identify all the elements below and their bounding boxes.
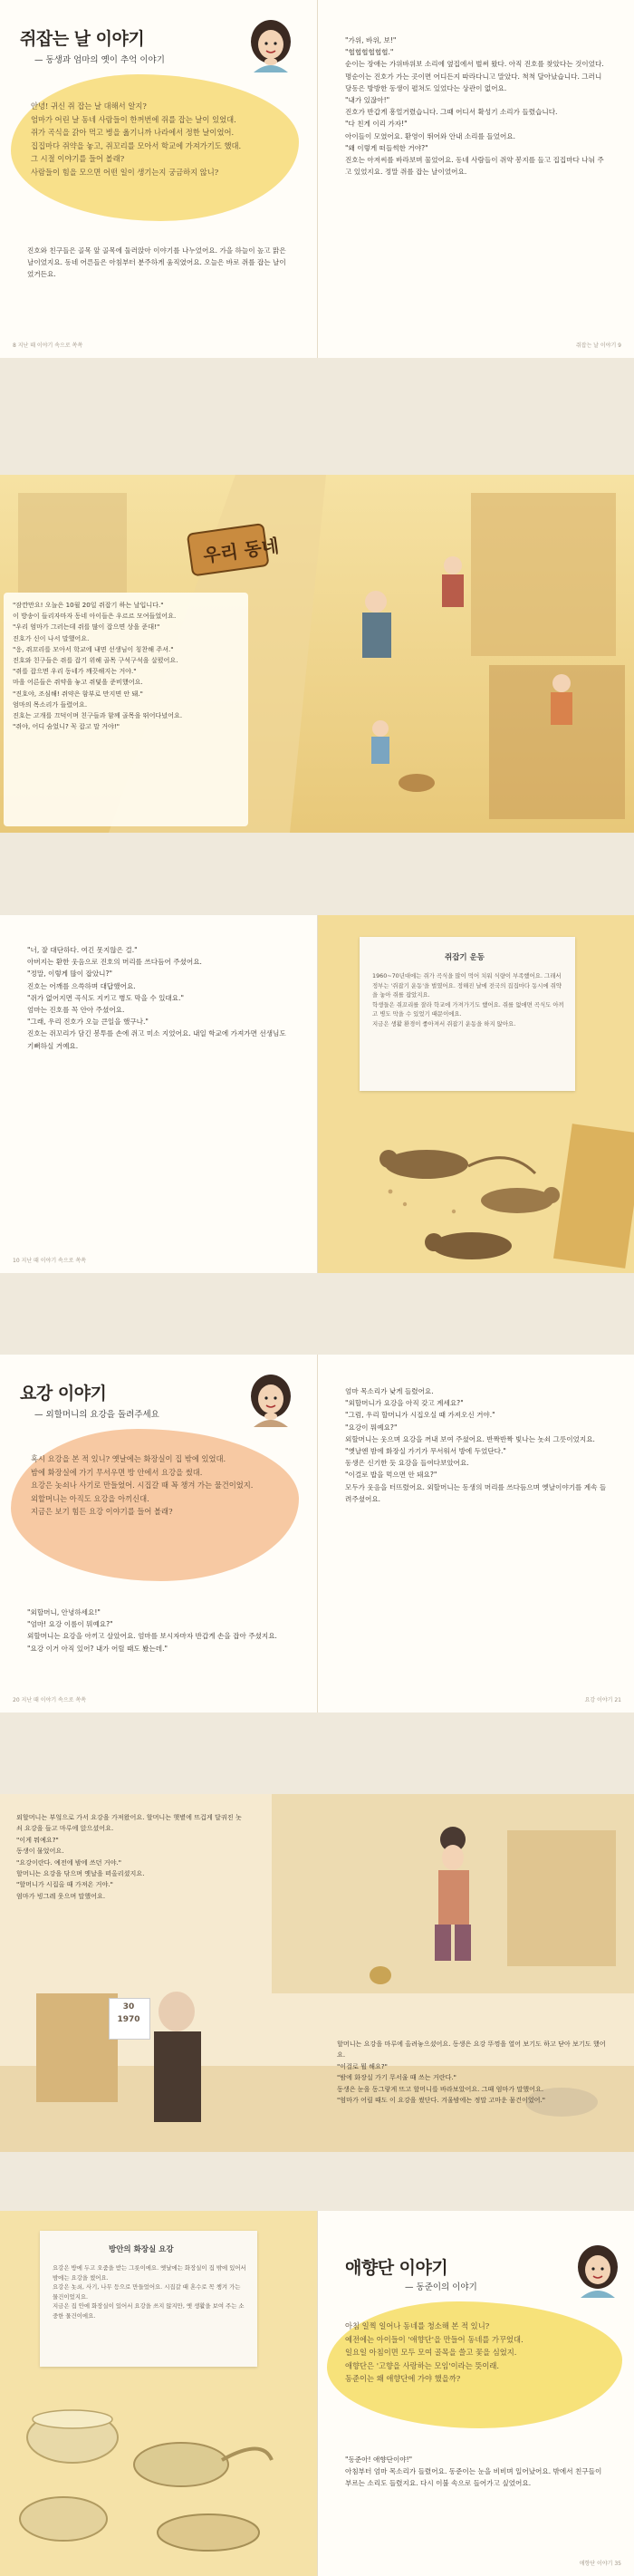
intro-text: 안녕! 귀신 쥐 잡는 날 대해서 알지? 엄마가 어린 날 동네 사람들이 한꺼번에 쥐를 잡는 날이 있었대. 쥐가 곡식을 갉아 먹고 병을 옮기니까 나라에서 정한 날이었어. 집집마다 쥐약을 놓고, 쥐꼬리를 모아서 학교에 가져가기도 했대. 그 시절 이야기를 들어 볼래? 사람들이 힘을 모으면 어떤 일이 생기는지 궁금하지 않니? <box>31 101 242 177</box>
rats-illustration <box>318 1092 634 1273</box>
note-title: 쥐잡기 운동 <box>445 953 485 962</box>
page-subtitle: — 동준이의 이야기 <box>405 2282 477 2292</box>
body-text: "너, 잘 대단하다. 여긴 못지않은 걸." 아버지는 환한 웃음으로 진호의 머리를 쓰다듬어 주셨어요. "정말, 이렇게 많이 잡았니?" 진호는 어깨를 으쓱하며 대답했어요. "쥐가 없어지면 곡식도 지키고 병도 막을 수 있대요." 엄마는 진호를 꼭 안아 주셨어요. "그래, 우리 진호가 오늘 큰일을 했구나." 진호는 쥐꼬리가 담긴 봉투를 손에 쥐고 미소 지었어요. 내일 학교에 가져가면 선생님도 기뻐하실 거예요. <box>27 946 286 1050</box>
body-text: 진호와 친구들은 골목 앞 골목에 둘러앉아 이야기를 나누었어요. 가을 하늘이 높고 맑은 날이었지요. 동네 어른들은 아침부터 분주하게 움직였어요. 오늘은 바로 쥐를 잡는 날이었거든요. <box>27 246 286 279</box>
author-portrait-icon <box>245 16 297 72</box>
body-text: "동준아! 애향단이야!" 아침부터 엄마 목소리가 들렸어요. 동준이는 눈을 비비며 일어났어요. 밖에서 친구들이 부르는 소리도 들렸지요. 다시 이불 속으로 들어가고 싶었어요. <box>345 2455 602 2488</box>
note-body: 요강은 방에 두고 오줌을 받는 그릇이에요. 옛날에는 화장실이 집 밖에 있어서 밤에는 요강을 썼어요. 요강은 놋쇠, 사기, 나무 등으로 만들었어요. 시집갈 때 혼수로 꼭 챙겨 가는 물건이었지요. 지금은 집 안에 화장실이 있어서 요강을 쓰지 않지만, 옛 생활을 보여 주는 소중한 물건이에요. <box>53 2264 246 2320</box>
spread-4 <box>0 1355 634 1713</box>
intro-text: 아침 일찍 일어나 동네를 청소해 본 적 있니? 예전에는 아이들이 '애향단'을 만들어 동네를 가꾸었대. 일요일 아침이면 모두 모여 골목을 쓸고 꽃을 심었지. 애향단은 '고향을 사랑하는 모임'이라는 뜻이래. 동준이는 왜 애향단에 가야 했을까? <box>345 2321 524 2383</box>
spread-6 <box>0 2211 634 2576</box>
footer-left: 10 지난 때 이야기 속으로 쏙쏙 <box>13 1258 86 1264</box>
spread-2 <box>0 475 634 833</box>
page-10 <box>0 915 317 1273</box>
author-portrait-icon <box>572 2242 624 2298</box>
story-text-right: 할머니는 요강을 마루에 올려놓으셨어요. 동생은 요강 뚜껑을 열어 보기도 하고 닫아 보기도 했어요. "이걸로 뭘 해요?" "밤에 화장실 가기 무서울 때 쓰는 거란다." 동생은 눈을 동그랗게 뜨고 할머니를 바라보았어요. 그때 엄마가 말했어요. "엄마가 어릴 때도 이 요강을 썼단다. 겨울밤에는 정말 고마운 물건이었어." <box>337 2040 606 2105</box>
story-text: "잠깐만요! 오늘은 10월 20일 쥐잡기 하는 날입니다." 이 방송이 들리자마자 동네 아이들은 우르르 모여들었어요. "우리 엄마가 그러는데 쥐를 많이 잡으면 상을 준대!" 진호가 신이 나서 말했어요. "응, 쥐꼬리를 모아서 학교에 내면 선생님이 칭찬해 주셔." 진호와 친구들은 쥐를 잡기 위해 골목 구석구석을 살폈어요. "쥐를 잡으면 우리 동네가 깨끗해지는 거야." 마을 어른들은 쥐약을 놓고 쥐덫을 준비했어요. "진호야, 조심해! 쥐약은 함부로 만지면 안 돼." 엄마의 목소리가 들렸어요. 진호는 고개를 끄덕이며 친구들과 함께 골목을 뛰어다녔어요. "쥐야, 어디 숨었니? 꼭 잡고 말 거야!" <box>13 601 183 731</box>
page-title: 애향단 이야기 <box>345 2258 448 2278</box>
spread-3 <box>0 915 634 1273</box>
story-text-left: 외할머니는 부엌으로 가서 요강을 가져왔어요. 할머니는 햇볕에 뜨겁게 달궈진 놋쇠 요강을 들고 마루에 앉으셨어요. "이게 뭐예요?" 동생이 물었어요. "요강이란다. 예전에 밤에 쓰던 거야." 할머니는 요강을 닦으며 옛날을 떠올리셨지요. "할머니가 시집올 때 가져온 거야." 엄마가 빙그레 웃으며 말했어요. <box>16 1813 242 1900</box>
note-title: 방안의 화장실 요강 <box>109 2245 174 2254</box>
chamber-pots-illustration <box>0 2374 317 2573</box>
body-text: "가위, 바위, 보!" "협협협협협협." 순이는 장애는 가위바위보 소리에 옆집에서 벌써 왔다. 아직 진호를 찾았다는 것이었다. 명순이는 진호가 가는 곳이면 어디든지 따라다니고 말았다. 척척 달아났습니다. 그러니 당동은 방방한 동생이 펼쳐도 있었다는 상관이 없어요. "내가 있잖아!" 진호가 반갑게 흥얼거렸습니다. 그때 어디서 확성기 소리가 들렸습니다. "다 친게 이리 가자!" 아이들이 모였어요. 환영이 뛰어와 안내 소리를 들었어요. "왜 이렇게 떠들썩한 거야?" 진호는 아저씨를 바라보며 물었어요. 동네 사람들이 쥐약 봉지를 들고 집집마다 나눠 주고 있었지요. 정말 쥐를 잡는 날이었어요. <box>345 36 604 177</box>
sign-text: 우리 동네 <box>201 535 281 567</box>
page-8 <box>0 0 317 358</box>
footer-right: 애향단 이야기 35 <box>579 2561 621 2567</box>
footer-left: 8 지난 때 이야기 속으로 쏙쏙 <box>13 343 83 349</box>
page-34 <box>0 2211 317 2576</box>
page-subtitle: — 동생과 엄마의 옛이 추억 이야기 <box>34 55 165 65</box>
footer-right: 쥐잡는 날 이야기 9 <box>575 343 621 349</box>
footer-left: 20 지난 때 이야기 속으로 쏙쏙 <box>13 1697 86 1703</box>
page-title: 요강 이야기 <box>20 1384 107 1404</box>
page-20 <box>0 1355 317 1713</box>
calendar-text: 30 1970 <box>117 2002 140 2024</box>
body-text: "외할머니, 안녕하세요!" "엄마! 요강 이름이 뭐예요?" 외할머니는 요강을 아끼고 살았어요. 엄마를 보시자마자 반갑게 손을 잡아 주셨지요. "요강 이거 아직 있어? 내가 어릴 때도 봤는데." <box>27 1608 277 1653</box>
page-subtitle: — 외할머니의 요강을 돌려주세요 <box>34 1410 159 1420</box>
page-21 <box>317 1355 634 1713</box>
intro-text: 혹시 요강을 본 적 있니? 옛날에는 화장실이 집 밖에 있었대. 밤에 화장실에 가기 무서우면 방 안에서 요강을 썼대. 요강은 놋쇠나 사기로 만들었어. 시집갈 때 꼭 챙겨 가는 물건이었지. 외할머니는 아직도 요강을 아끼신대. 지금은 보기 힘든 요강 이야기를 들어 볼래? <box>31 1454 254 1516</box>
author-portrait-icon <box>245 1371 297 1427</box>
note-body: 1960~70년대에는 쥐가 곡식을 많이 먹어 치워 식량이 부족했어요. 그래서 정부는 '쥐잡기 운동'을 벌였어요. 정해진 날에 전국의 집집마다 동시에 쥐약을 놓아 쥐를 잡았지요. 학생들은 쥐꼬리를 잘라 학교에 가져가기도 했어요. 쥐를 없애면 곡식도 아끼고 병도 막을 수 있었기 때문이에요. 지금은 생활 환경이 좋아져서 쥐잡기 운동을 하지 않아요. <box>372 972 564 1028</box>
body-text: 엄마 목소리가 낮게 들렸어요. "외할머니가 요강을 아직 갖고 계세요?" "그럼, 우리 할머니가 시집오실 때 가져오신 거야." "요강이 뭐예요?" 외할머니는 웃으며 요강을 꺼내 보여 주셨어요. 반짝반짝 빛나는 놋쇠 그릇이었지요. "옛날엔 밤에 화장실 가기가 무서워서 방에 두었단다." 동생은 신기한 듯 요강을 들여다보았어요. "이걸로 밥을 먹으면 안 돼요?" 모두가 웃음을 터뜨렸어요. 외할머니는 동생의 머리를 쓰다듬으며 옛날이야기를 계속 들려주셨어요. <box>345 1387 607 1503</box>
page-title: 쥐잡는 날 이야기 <box>20 29 145 49</box>
page-35 <box>317 2211 634 2576</box>
page-11 <box>317 915 634 1273</box>
footer-right: 요강 이야기 21 <box>584 1697 621 1703</box>
page-9 <box>317 0 634 358</box>
spread-5 <box>0 1794 634 2152</box>
spread-1 <box>0 0 634 358</box>
